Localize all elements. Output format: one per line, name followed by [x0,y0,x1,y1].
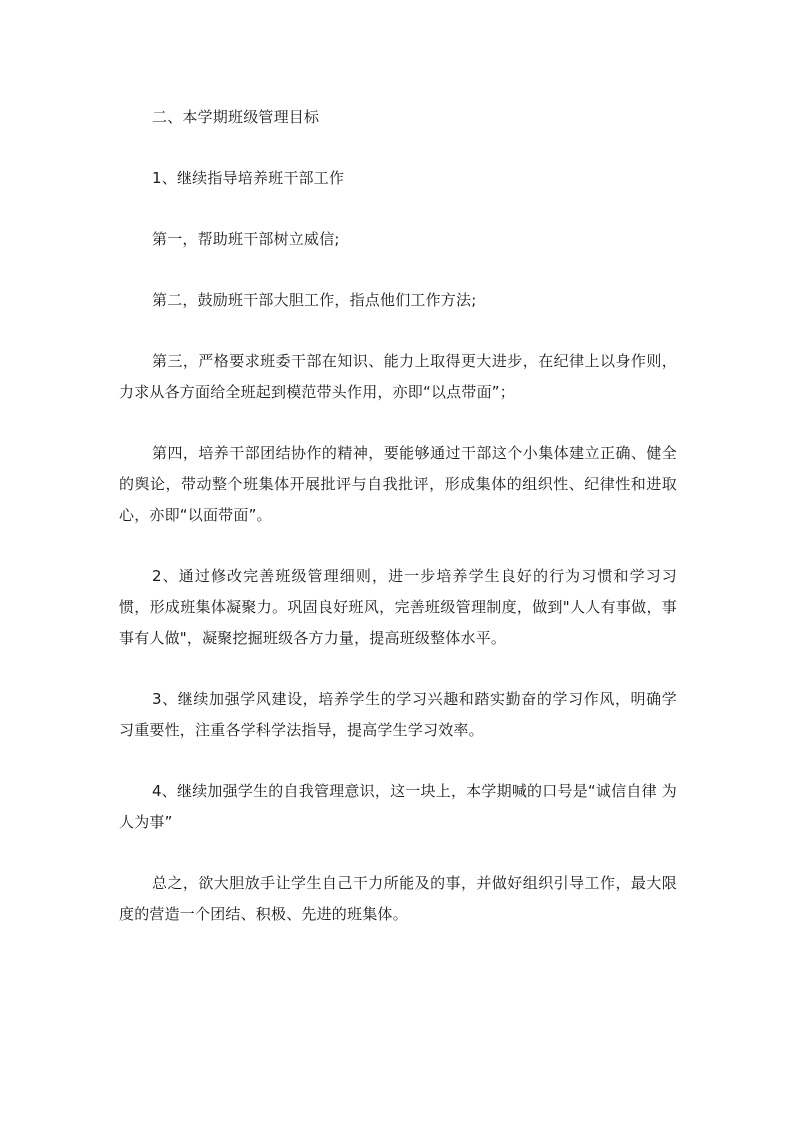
paragraph-spacer [119,316,677,346]
goal-3-paragraph: 3、继续加强学风建设，培养学生的学习兴趣和踏实勤奋的学习作风，明确学习重要性，注重各学科学法指导，提高学生学习效率。 [119,690,677,739]
point-first: 第一，帮助班干部树立威信; [152,230,340,248]
paragraph-spacer [119,133,677,163]
point-fourth: 第四，培养干部团结协作的精神，要能够通过干部这个小集体建立正确、健全的舆论，带动整个班集体开展批评与自我批评，形成集体的组织性、纪律性和进取心，亦即“以面带面”。 [119,444,677,524]
paragraph-spacer [119,194,677,224]
paragraph-spacer [119,654,677,684]
paragraph-spacer [119,255,677,285]
goal-4-paragraph: 4、继续加强学生的自我管理意识，这一块上，本学期喊的口号是“诚信自律 为人为事” [119,782,677,831]
paragraph-spacer [119,408,677,438]
paragraph-spacer [119,531,677,561]
paragraph-spacer [119,838,677,868]
goal-1-heading: 1、继续指导培养班干部工作 [152,169,345,187]
goal-2-paragraph: 2、通过修改完善班级管理细则，进一步培养学生良好的行为习惯和学习习惯，形成班集体凝聚力。巩固良好班风，完善班级管理制度，做到"人人有事做，事事有人做"，凝聚挖掘班级各方力量，提高班级整体水平。 [119,567,677,647]
paragraph-spacer [119,746,677,776]
section-heading: 二、本学期班级管理目标 [152,108,320,126]
summary-paragraph: 总之，欲大胆放手让学生自己干力所能及的事，并做好组织引导工作，最大限度的营造一个团结、积极、先进的班集体。 [119,874,677,923]
point-second: 第二，鼓励班干部大胆工作，指点他们工作方法; [152,291,477,309]
point-third: 第三，严格要求班委干部在知识、能力上取得更大进步，在纪律上以身作则，力求从各方面给全班起到模范带头作用，亦即“以点带面”； [119,352,677,401]
document-body [119,102,677,930]
